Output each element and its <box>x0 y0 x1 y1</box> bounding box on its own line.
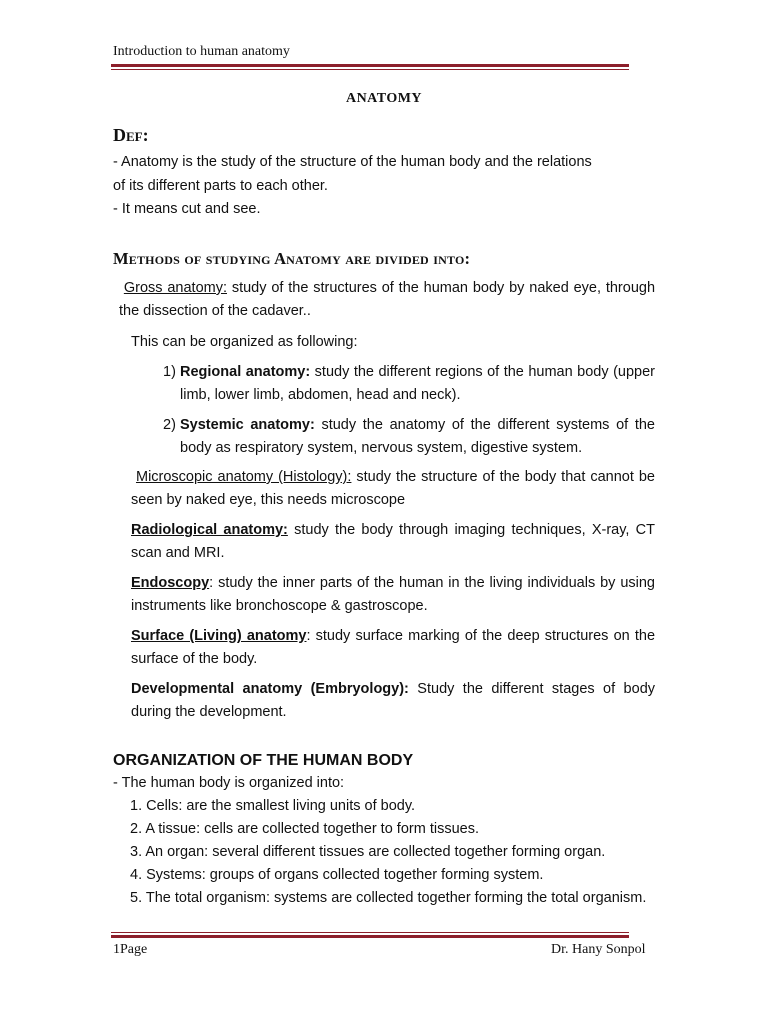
radiological-term: Radiological anatomy: <box>131 522 288 538</box>
gross-anatomy-term: Gross anatomy: <box>123 280 227 296</box>
organization-list <box>113 772 655 910</box>
endoscopy-text: : study the inner parts of the human in the living individuals by using instruments like bronchoscope & gastroscope. <box>131 575 655 614</box>
systemic-number: 2) <box>163 417 176 433</box>
microscopic-text: study the structure of the body that cannot be seen by naked eye, this needs microscope <box>131 469 655 508</box>
surface-text: : study surface marking of the deep structures on the surface of the body. <box>131 628 656 667</box>
endoscopy-item <box>131 572 655 618</box>
organized-text: This can be organized as following: <box>131 334 358 350</box>
developmental-text: Study the different stages of body during the development. <box>131 681 656 720</box>
def-line-3: - It means cut and see. <box>113 201 261 217</box>
surface-term: Surface (Living) anatomy <box>131 628 307 644</box>
surface-anatomy-item <box>131 625 655 671</box>
list-item: 4. Systems: groups of organs collected together forming system. <box>130 867 544 883</box>
header-rule-thick <box>111 64 629 67</box>
regional-number: 1) <box>163 364 176 380</box>
microscopic-term: Microscopic anatomy (Histology): <box>135 469 352 485</box>
endoscopy-term: Endoscopy <box>131 575 210 591</box>
radiological-anatomy-item <box>131 519 655 565</box>
regional-anatomy-item <box>163 361 655 407</box>
gross-anatomy-item <box>119 277 655 323</box>
running-header: Introduction to human anatomy <box>113 44 290 59</box>
header-rule-thin <box>111 69 629 70</box>
microscopic-anatomy-item <box>131 466 655 512</box>
developmental-term: Developmental anatomy (Embryology): <box>131 681 409 697</box>
organization-intro: - The human body is organized into: <box>113 775 345 791</box>
page-title: ANATOMY <box>345 91 423 106</box>
gross-anatomy-text: study of the structures of the human body by naked eye, through the dissection of the cadaver.. <box>119 280 656 319</box>
def-heading: Def: <box>113 125 149 145</box>
regional-text: study the different regions of the human body (upper limb, lower limb, abdomen, head and neck). <box>180 364 656 403</box>
list-item: 5. The total organism: systems are collected together forming the total organism. <box>130 890 647 906</box>
def-body <box>113 151 633 222</box>
author-name: Dr. Hany Sonpol <box>551 942 646 957</box>
organization-heading: ORGANIZATION OF THE HUMAN BODY <box>113 752 414 769</box>
systemic-text: study the anatomy of the different systems of the body as respiratory system, nervous system, digestive system. <box>180 417 655 456</box>
def-line-1: - Anatomy is the study of the structure of the human body and the relations <box>113 154 592 170</box>
developmental-anatomy-item <box>131 678 655 724</box>
radiological-text: study the body through imaging techniques, X-ray, CT scan and MRI. <box>131 522 655 561</box>
page-number: 1Page <box>113 942 148 957</box>
systemic-anatomy-item <box>163 414 655 460</box>
systemic-term: Systemic anatomy: <box>180 417 315 433</box>
regional-term: Regional anatomy: <box>180 364 311 380</box>
list-item: 1. Cells: are the smallest living units of body. <box>130 798 416 814</box>
list-item: 3. An organ: several different tissues are collected together forming organ. <box>130 844 606 860</box>
footer-rule-thin <box>111 932 629 933</box>
methods-heading: Methods of studying Anatomy are divided into: <box>113 249 471 268</box>
list-item: 2. A tissue: cells are collected together to form tissues. <box>130 821 479 837</box>
def-line-2: of its different parts to each other. <box>113 177 328 194</box>
footer-rule-thick <box>111 935 629 938</box>
